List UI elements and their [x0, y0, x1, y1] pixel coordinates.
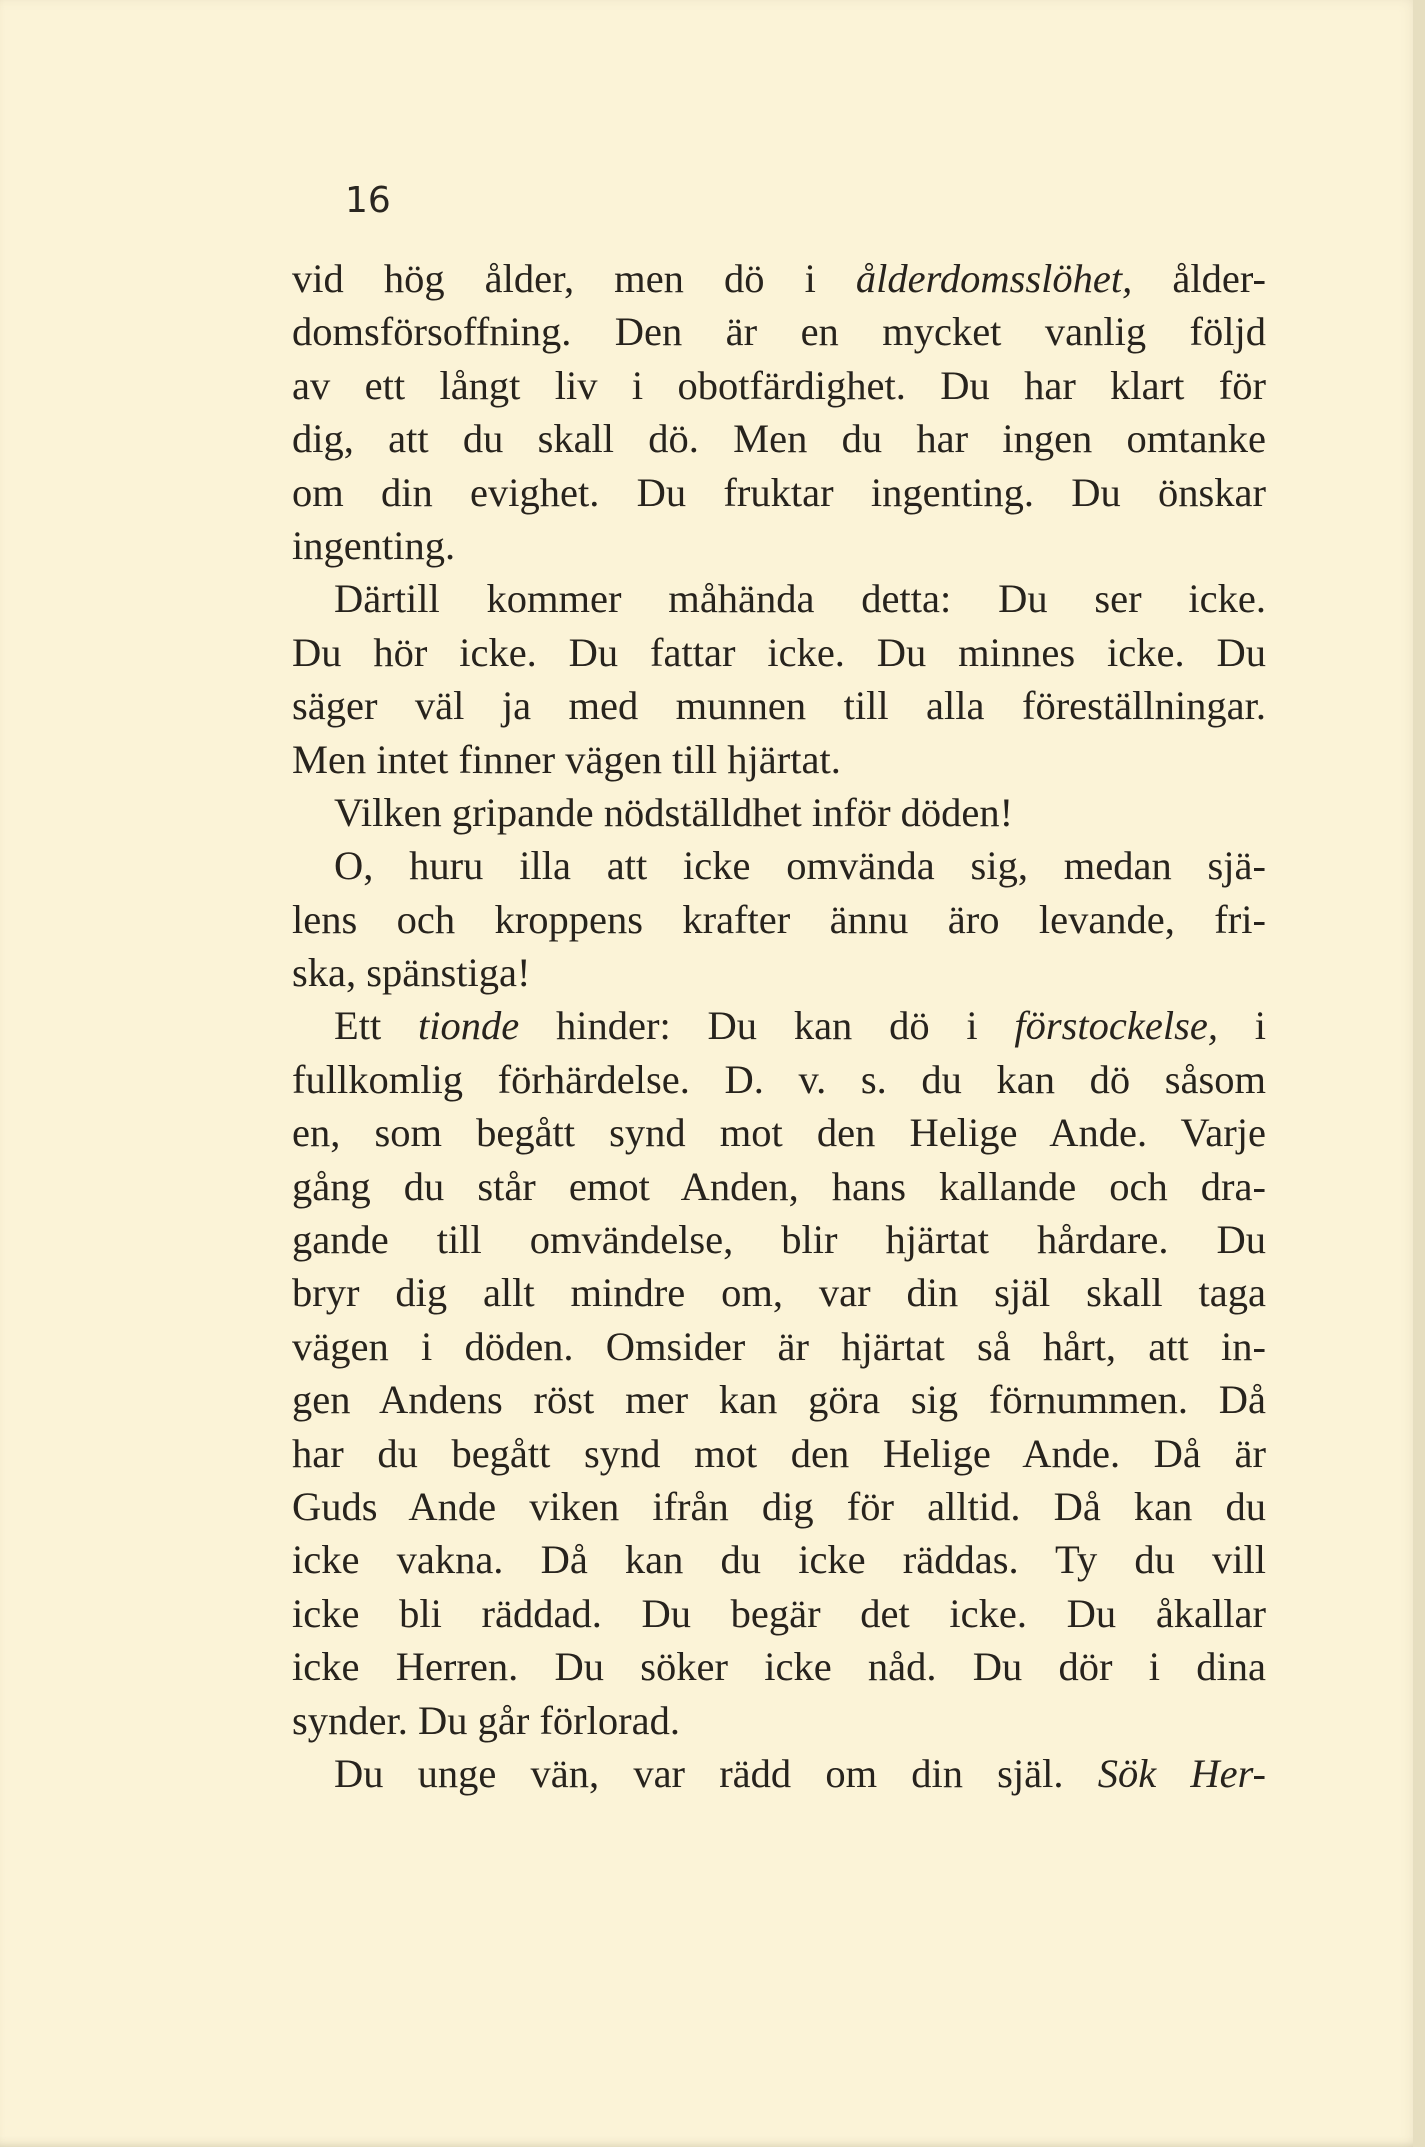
text-line: [292, 1640, 1266, 1693]
text-line: [292, 946, 1266, 999]
text-line: [292, 412, 1266, 465]
text-line: [292, 1373, 1266, 1426]
text-line: [292, 1747, 1266, 1800]
text-line: [292, 466, 1266, 519]
text-line: [292, 1213, 1266, 1266]
text-line: [292, 1053, 1266, 1106]
text-line: [292, 519, 1266, 572]
text-line: [292, 679, 1266, 732]
text-line: [292, 1694, 1266, 1747]
text-line: [292, 1480, 1266, 1533]
text-line: [292, 305, 1266, 358]
text-segment: Men intet finner vägen till hjärtat.: [292, 736, 841, 782]
text-line: [292, 252, 1266, 305]
text-segment: Vilken gripande nödställdhet inför döden!: [334, 789, 1014, 835]
text-line: [292, 733, 1266, 786]
page-number: 16: [345, 180, 391, 221]
text-segment: lens och kroppens krafter ännu äro levande, fri-: [292, 896, 1266, 942]
page-edge: [1413, 0, 1425, 2147]
text-line: [292, 893, 1266, 946]
text-segment: en, som begått synd mot den Helige Ande. Varje: [292, 1110, 1266, 1156]
text-segment: om din evighet. Du fruktar ingenting. Du önskar: [292, 469, 1266, 515]
italic-text: ålderdomsslöhet,: [855, 256, 1133, 301]
text-line: [292, 1533, 1266, 1586]
text-segment: Guds Ande viken ifrån dig för alltid. Då kan du: [292, 1483, 1266, 1529]
text-segment: ålder-: [1132, 256, 1266, 301]
text-segment: icke vakna. Då kan du icke räddas. Ty du vill: [292, 1537, 1266, 1583]
text-segment: gång du står emot Anden, hans kallande och dra-: [292, 1163, 1266, 1209]
text-segment: ska, spänstiga!: [292, 950, 531, 996]
text-line: [292, 786, 1266, 839]
text-segment: hinder: Du kan dö i: [519, 1003, 1015, 1049]
body-text: [292, 252, 1266, 1800]
text-segment: Du unge vän, var rädd om din själ.: [334, 1750, 1098, 1796]
text-line: [292, 572, 1266, 625]
text-segment: synder. Du går förlorad.: [292, 1697, 681, 1743]
text-segment: Ett: [334, 1003, 419, 1049]
text-segment: säger väl ja med munnen till alla föreställningar.: [292, 683, 1266, 729]
text-segment: har du begått synd mot den Helige Ande. Då är: [292, 1430, 1266, 1476]
text-line: [292, 999, 1266, 1052]
text-segment: domsförsoffning. Den är en mycket vanlig följd: [292, 309, 1266, 355]
italic-text: Sök Her-: [1097, 1750, 1266, 1796]
text-segment: vägen i döden. Omsider är hjärtat så hårt, att in-: [292, 1323, 1266, 1369]
text-segment: av ett långt liv i obotfärdighet. Du har klart för: [292, 362, 1266, 408]
text-line: [292, 1587, 1266, 1640]
text-line: [292, 1266, 1266, 1319]
text-segment: Därtill kommer måhända detta: Du ser icke.: [334, 576, 1266, 622]
text-line: [292, 839, 1266, 892]
text-segment: O, huru illa att icke omvända sig, medan sjä-: [334, 843, 1266, 889]
text-line: [292, 1320, 1266, 1373]
italic-text: tionde: [418, 1003, 520, 1049]
text-line: [292, 359, 1266, 412]
text-segment: ingenting.: [292, 522, 456, 568]
text-line: [292, 1427, 1266, 1480]
text-segment: icke bli räddad. Du begär det icke. Du åkallar: [292, 1590, 1266, 1636]
text-segment: bryr dig allt mindre om, var din själ skall taga: [292, 1270, 1266, 1316]
text-segment: gande till omvändelse, blir hjärtat hårdare. Du: [292, 1217, 1266, 1263]
italic-text: förstockelse,: [1014, 1003, 1218, 1049]
text-line: [292, 626, 1266, 679]
text-segment: vid hög ålder, men dö i: [292, 256, 856, 301]
text-segment: Du hör icke. Du fattar icke. Du minnes icke. Du: [292, 629, 1266, 675]
text-segment: icke Herren. Du söker icke nåd. Du dör i dina: [292, 1644, 1266, 1690]
text-line: [292, 1160, 1266, 1213]
text-segment: i: [1217, 1003, 1266, 1049]
text-line: [292, 1106, 1266, 1159]
text-segment: fullkomlig förhärdelse. D. v. s. du kan dö såsom: [292, 1056, 1266, 1102]
text-segment: gen Andens röst mer kan göra sig förnummen. Då: [292, 1377, 1266, 1423]
text-segment: dig, att du skall dö. Men du har ingen omtanke: [292, 416, 1266, 462]
